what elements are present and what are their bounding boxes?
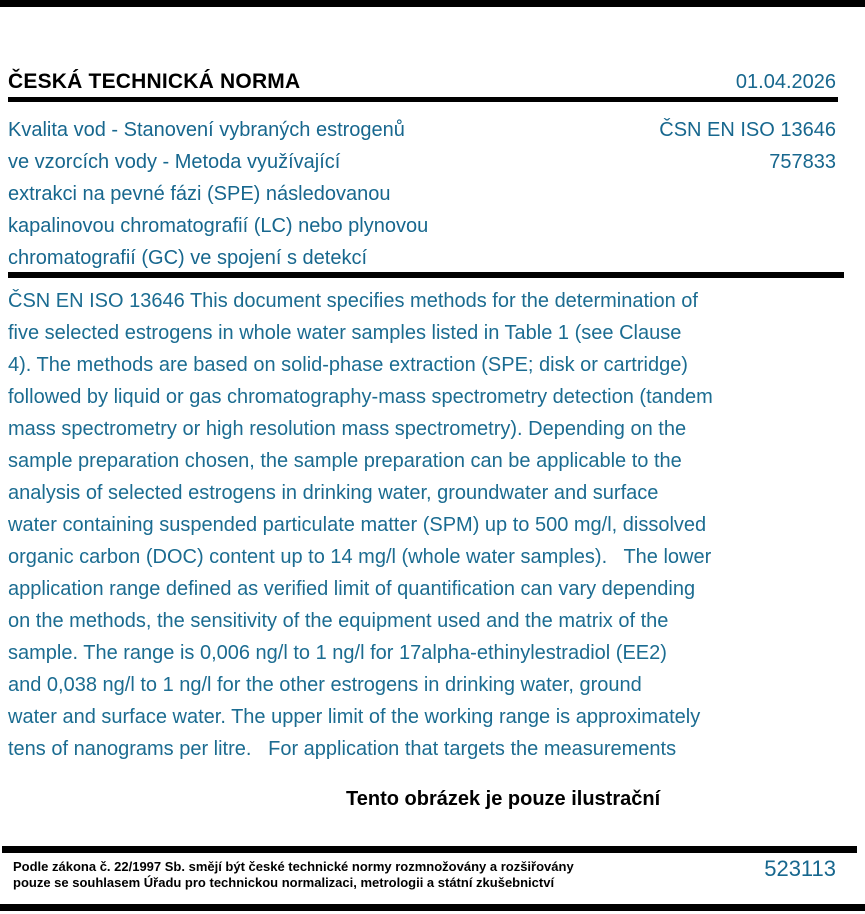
standard-identifiers <box>659 114 836 178</box>
abstract-line: five selected estrogens in whole water samples listed in Table 1 (see Clause <box>8 322 682 344</box>
abstract-text <box>8 285 845 765</box>
copyright-notice <box>13 859 574 890</box>
top-rule <box>0 0 865 7</box>
illustrative-notice: Tento obrázek je pouze ilustrační <box>346 788 661 810</box>
abstract-line: sample. The range is 0,006 ng/l to 1 ng/l for 17alpha-ethinylestradiol (EE2) <box>8 642 667 664</box>
abstract-line: 4). The methods are based on solid-phase extraction (SPE; disk or cartridge) <box>8 354 688 376</box>
approval-date: 01.04.2026 <box>735 71 836 93</box>
abstract-line: followed by liquid or gas chromatography-mass spectrometry detection (tandem <box>8 386 713 408</box>
title-line: ve vzorcích vody - Metoda využívající <box>8 151 341 173</box>
abstract-line: sample preparation chosen, the sample preparation can be applicable to the <box>8 450 682 472</box>
standard-title <box>8 114 428 274</box>
title-line: kapalinovou chromatografií (LC) nebo plynovou <box>8 215 429 237</box>
abstract-line: water containing suspended particulate matter (SPM) up to 500 mg/l, dissolved <box>8 514 707 536</box>
abstract-line: application range defined as verified limit of quantification can vary depending <box>8 578 696 600</box>
title-line: Kvalita vod - Stanovení vybraných estrogenů <box>8 119 405 141</box>
title-line: chromatografií (GC) ve spojení s detekcí <box>8 247 368 269</box>
title-line: extrakci na pevné fázi (SPE) následovanou <box>8 183 391 205</box>
copyright-line: Podle zákona č. 22/1997 Sb. smějí být české technické normy rozmnožovány a rozšiřovány <box>13 859 574 874</box>
header-underline <box>8 97 838 102</box>
order-number: 523113 <box>764 856 836 881</box>
abstract-line: analysis of selected estrogens in drinking water, groundwater and surface <box>8 482 659 504</box>
header <box>8 70 836 94</box>
standard-designation: ČSN EN ISO 13646 <box>659 119 836 141</box>
bottom-rule <box>0 904 865 911</box>
copyright-line: pouze se souhlasem Úřadu pro technickou normalizaci, metrologii a státní zkušebnictví <box>13 874 555 890</box>
abstract-line: tens of nanograms per litre. For application that targets the measurements <box>8 738 677 760</box>
footer-separator <box>2 846 857 853</box>
abstract-line: mass spectrometry or high resolution mass spectrometry). Depending on the <box>8 418 687 440</box>
standard-class-number: 757833 <box>769 151 836 173</box>
page-title: ČESKÁ TECHNICKÁ NORMA <box>8 70 301 93</box>
abstract-line: on the methods, the sensitivity of the equipment used and the matrix of the <box>8 610 669 632</box>
abstract-line: and 0,038 ng/l to 1 ng/l for the other estrogens in drinking water, ground <box>8 674 642 696</box>
abstract-line: water and surface water. The upper limit of the working range is approximately <box>8 706 701 728</box>
title-block <box>8 114 836 274</box>
abstract-line: organic carbon (DOC) content up to 14 mg/l (whole water samples). The lower <box>8 546 712 568</box>
abstract-line: ČSN EN ISO 13646 This document specifies methods for the determination of <box>8 290 698 312</box>
title-body-separator <box>8 272 844 278</box>
